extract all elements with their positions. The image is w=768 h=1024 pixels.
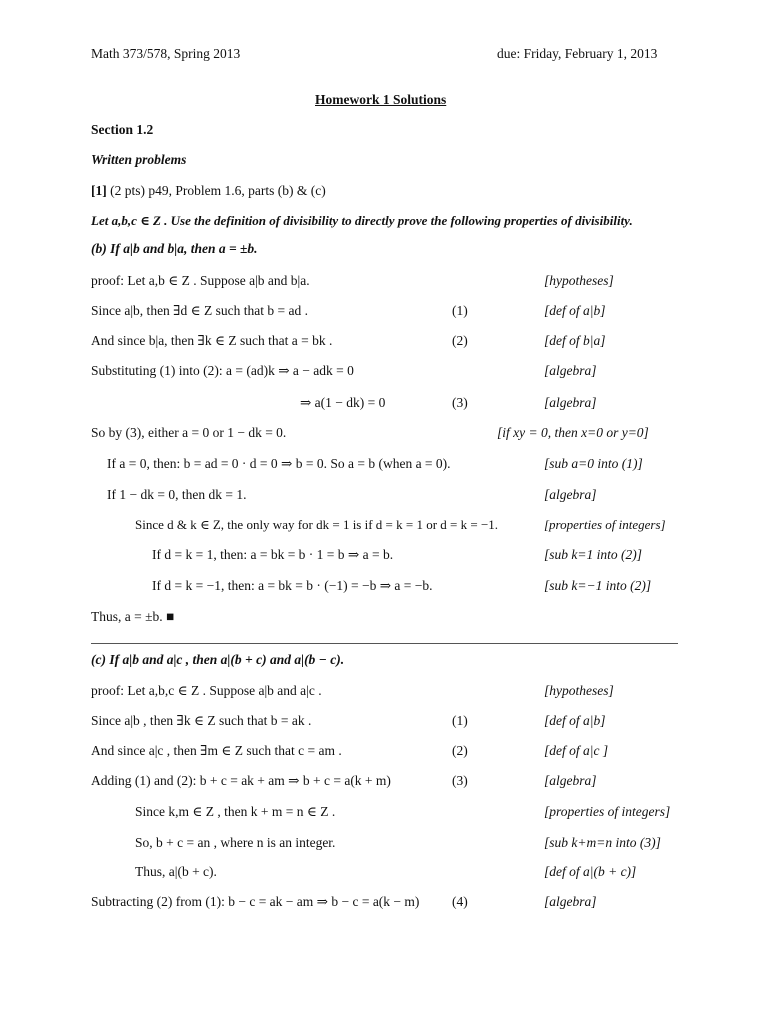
proof-c-line-1: proof: Let a,b,c ∈ Z . Suppose a|b and a|c . (91, 683, 322, 698)
proof-c-reason-2: [def of a|b] (544, 713, 606, 728)
proof-c-reason-5: [properties of integers] (544, 804, 671, 819)
proof-b-line-11: If d = k = −1, then: a = bk = b · (−1) = −b ⇒ a = −b. (152, 578, 433, 593)
section-divider (91, 643, 678, 644)
problem-description: (2 pts) p49, Problem 1.6, parts (b) & (c) (106, 183, 326, 198)
proof-c-reason-3: [def of a|c ] (544, 743, 609, 758)
proof-b-conclusion: Thus, a = ±b. ■ (91, 609, 175, 624)
proof-b-reason-6: [if xy = 0, then x=0 or y=0] (497, 425, 649, 440)
problem-label: [1] (91, 183, 107, 198)
proof-c-line-5: Since k,m ∈ Z , then k + m = n ∈ Z . (135, 804, 336, 819)
proof-b-line-1: proof: Let a,b ∈ Z . Suppose a|b and b|a. (91, 273, 310, 288)
proof-c-reason-4: [algebra] (544, 773, 597, 788)
proof-c-line-7: Thus, a|(b + c). (135, 864, 217, 879)
proof-c-eq-num-1: (1) (452, 713, 468, 728)
proof-b-line-8: If 1 − dk = 0, then dk = 1. (107, 487, 247, 502)
proof-b-reason-3: [def of b|a] (544, 333, 606, 348)
proof-c-line-4: Adding (1) and (2): b + c = ak + am ⇒ b + c = a(k + m) (91, 773, 391, 788)
proof-b-reason-4: [algebra] (544, 363, 597, 378)
proof-b-reason-1: [hypotheses] (544, 273, 614, 288)
proof-c-line-8: Subtracting (2) from (1): b − c = ak − am ⇒ b − c = a(k − m) (91, 894, 420, 909)
proof-b-reason-7: [sub a=0 into (1)] (544, 456, 643, 471)
part-b-heading: (b) If a|b and b|a, then a = ±b. (91, 241, 258, 256)
proof-b-reason-10: [sub k=1 into (2)] (544, 547, 642, 562)
proof-c-line-6: So, b + c = an , where n is an integer. (135, 835, 336, 850)
proof-c-reason-7: [def of a|(b + c)] (544, 864, 637, 879)
proof-b-eq-num-3: (3) (452, 395, 468, 410)
proof-c-eq-num-4: (4) (452, 894, 468, 909)
proof-c-eq-num-3: (3) (452, 773, 468, 788)
proof-b-reason-11: [sub k=−1 into (2)] (544, 578, 652, 593)
due-date: due: Friday, February 1, 2013 (497, 46, 658, 61)
proof-b-line-9: Since d & k ∈ Z, the only way for dk = 1 is if d = k = 1 or d = k = −1. (135, 517, 499, 532)
proof-b-line-3: And since b|a, then ∃k ∈ Z such that a = bk . (91, 333, 333, 348)
subsection-heading: Written problems (91, 152, 187, 167)
problem-statement: Let a,b,c ∈ Z . Use the definition of divisibility to directly prove the following properties of divisibility. (91, 213, 633, 228)
proof-b-reason-5: [algebra] (544, 395, 597, 410)
part-c-heading: (c) If a|b and a|c , then a|(b + c) and a|(b − c). (91, 652, 345, 667)
proof-c-reason-1: [hypotheses] (544, 683, 614, 698)
proof-b-reason-8: [algebra] (544, 487, 597, 502)
proof-b-eq-num-2: (2) (452, 333, 468, 348)
section-heading: Section 1.2 (91, 122, 154, 137)
proof-b-eq-num-1: (1) (452, 303, 468, 318)
proof-c-line-2: Since a|b , then ∃k ∈ Z such that b = ak . (91, 713, 312, 728)
proof-c-line-3: And since a|c , then ∃m ∈ Z such that c = am . (91, 743, 342, 758)
proof-b-line-2: Since a|b, then ∃d ∈ Z such that b = ad . (91, 303, 308, 318)
proof-c-eq-num-2: (2) (452, 743, 468, 758)
proof-b-line-7: If a = 0, then: b = ad = 0 · d = 0 ⇒ b = 0. So a = b (when a = 0). (107, 456, 451, 471)
proof-b-reason-9: [properties of integers] (544, 517, 666, 532)
problem-line (91, 183, 326, 199)
proof-b-line-4: Substituting (1) into (2): a = (ad)k ⇒ a − adk = 0 (91, 363, 354, 378)
proof-b-line-10: If d = k = 1, then: a = bk = b · 1 = b ⇒ a = b. (152, 547, 394, 562)
proof-b-line-6: So by (3), either a = 0 or 1 − dk = 0. (91, 425, 287, 440)
course-header: Math 373/578, Spring 2013 (91, 46, 241, 61)
proof-b-reason-2: [def of a|b] (544, 303, 606, 318)
proof-b-line-5: ⇒ a(1 − dk) = 0 (300, 395, 386, 410)
page-title: Homework 1 Solutions (315, 92, 447, 107)
proof-c-reason-6: [sub k+m=n into (3)] (544, 835, 661, 850)
proof-c-reason-8: [algebra] (544, 894, 597, 909)
